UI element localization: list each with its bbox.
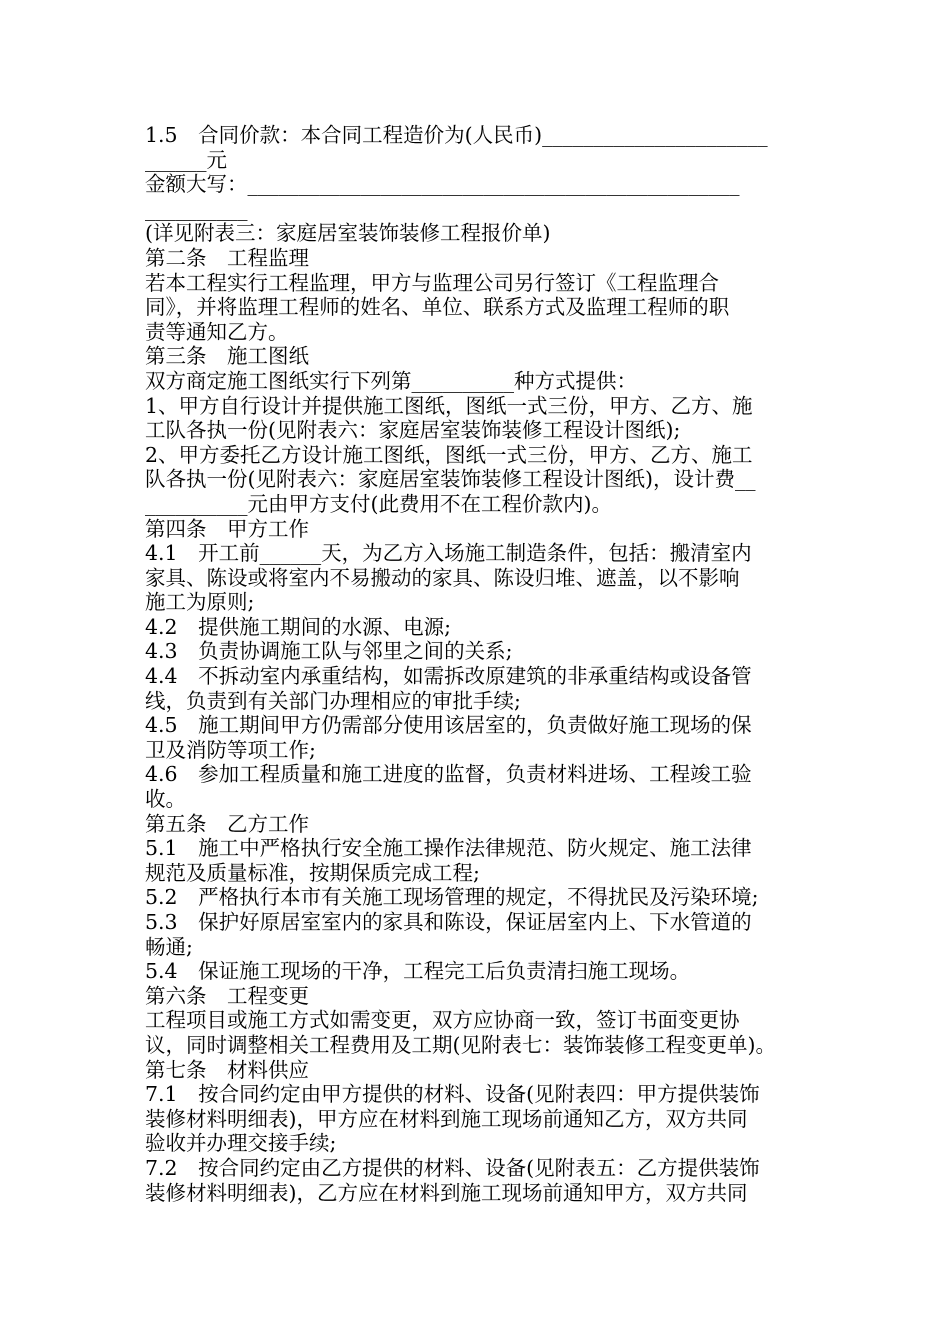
text-line: 畅通; [145, 934, 193, 959]
text-line: 工程项目或施工方式如需变更，双方应协商一致，签订书面变更协 [145, 1008, 740, 1033]
text-line: 1、甲方自行设计并提供施工图纸，图纸一式三份，甲方、乙方、施 [145, 393, 753, 418]
text-line: 装修材料明细表)，乙方应在材料到施工现场前通知甲方，双方共同 [145, 1180, 748, 1205]
text-line: 4.4 不拆动室内承重结构，如需拆改原建筑的非承重结构或设备管 [145, 664, 752, 689]
text-line: 4.5 施工期间甲方仍需部分使用该居室的，负责做好施工现场的保 [145, 713, 752, 738]
section-heading: 第七条 材料供应 [145, 1057, 309, 1082]
text-line: 同》，并将监理工程师的姓名、单位、联系方式及监理工程师的职 [145, 295, 730, 320]
text-line: 验收并办理交接手续; [145, 1131, 337, 1156]
contract-text [145, 123, 815, 1205]
text-line: 家具、陈设或将室内不易搬动的家具、陈设归堆、遮盖，以不影响 [145, 565, 740, 590]
section-heading: 第六条 工程变更 [145, 983, 309, 1008]
text-line: 工队各执一份(见附表六：家庭居室装饰装修工程设计图纸); [145, 418, 681, 443]
text-line: 卫及消防等项工作; [145, 737, 316, 762]
text-line: 装修材料明细表)，甲方应在材料到施工现场前通知乙方，双方共同 [145, 1106, 748, 1131]
text-line: 金额大写：________________________________________________ [145, 172, 740, 197]
text-line: 5.4 保证施工现场的干净，工程完工后负责清扫施工现场。 [145, 959, 691, 984]
text-line: (详见附表三：家庭居室装饰装修工程报价单) [145, 221, 551, 246]
section-heading: 第五条 乙方工作 [145, 811, 309, 836]
text-line: 队各执一份(见附表六：家庭居室装饰装修工程设计图纸)，设计费__ [145, 467, 756, 492]
section-heading: 第二条 工程监理 [145, 245, 309, 270]
text-line: 线，负责到有关部门办理相应的审批手续; [145, 688, 521, 713]
text-line: 5.3 保护好原居室室内的家具和陈设，保证居室内上、下水管道的 [145, 910, 752, 934]
text-line: 4.1 开工前______天，为乙方入场施工制造条件，包括：搬清室内 [145, 541, 752, 566]
text-line: 施工为原则; [145, 590, 255, 615]
text-line: 议，同时调整相关工程费用及工期(见附表七：装饰装修工程变更单)。 [145, 1032, 776, 1057]
text-line: 1.5 合同价款：本合同工程造价为(人民币)______________________ [145, 123, 768, 147]
text-line: 7.2 按合同约定由乙方提供的材料、设备(见附表五：乙方提供装饰 [145, 1155, 760, 1180]
text-line: 4.2 提供施工期间的水源、电源; [145, 614, 452, 639]
text-line: 5.1 施工中严格执行安全施工操作法律规范、防火规定、施工法律 [145, 836, 752, 861]
text-line: 7.1 按合同约定由甲方提供的材料、设备(见附表四：甲方提供装饰 [145, 1082, 760, 1107]
text-line: 5.2 严格执行本市有关施工现场管理的规定，不得扰民及污染环境; [145, 885, 759, 910]
text-line: __________ [145, 196, 248, 221]
text-line: 若本工程实行工程监理，甲方与监理公司另行签订《工程监理合 [145, 270, 719, 295]
text-line: 2、甲方委托乙方设计施工图纸，图纸一式三份，甲方、乙方、施工 [145, 442, 753, 467]
text-line: __________元由甲方支付(此费用不在工程价款内)。 [145, 491, 612, 516]
section-heading: 第三条 施工图纸 [145, 344, 309, 369]
text-line: ______元 [145, 147, 227, 172]
text-line: 责等通知乙方。 [145, 319, 289, 344]
text-line: 收。 [145, 787, 186, 812]
text-line: 规范及质量标准，按期保质完成工程; [145, 860, 480, 885]
text-line: 双方商定施工图纸实行下列第__________种方式提供： [145, 368, 637, 393]
section-heading: 第四条 甲方工作 [145, 516, 309, 541]
text-line: 4.6 参加工程质量和施工进度的监督，负责材料进场、工程竣工验 [145, 762, 752, 787]
text-line: 4.3 负责协调施工队与邻里之间的关系; [145, 639, 513, 664]
